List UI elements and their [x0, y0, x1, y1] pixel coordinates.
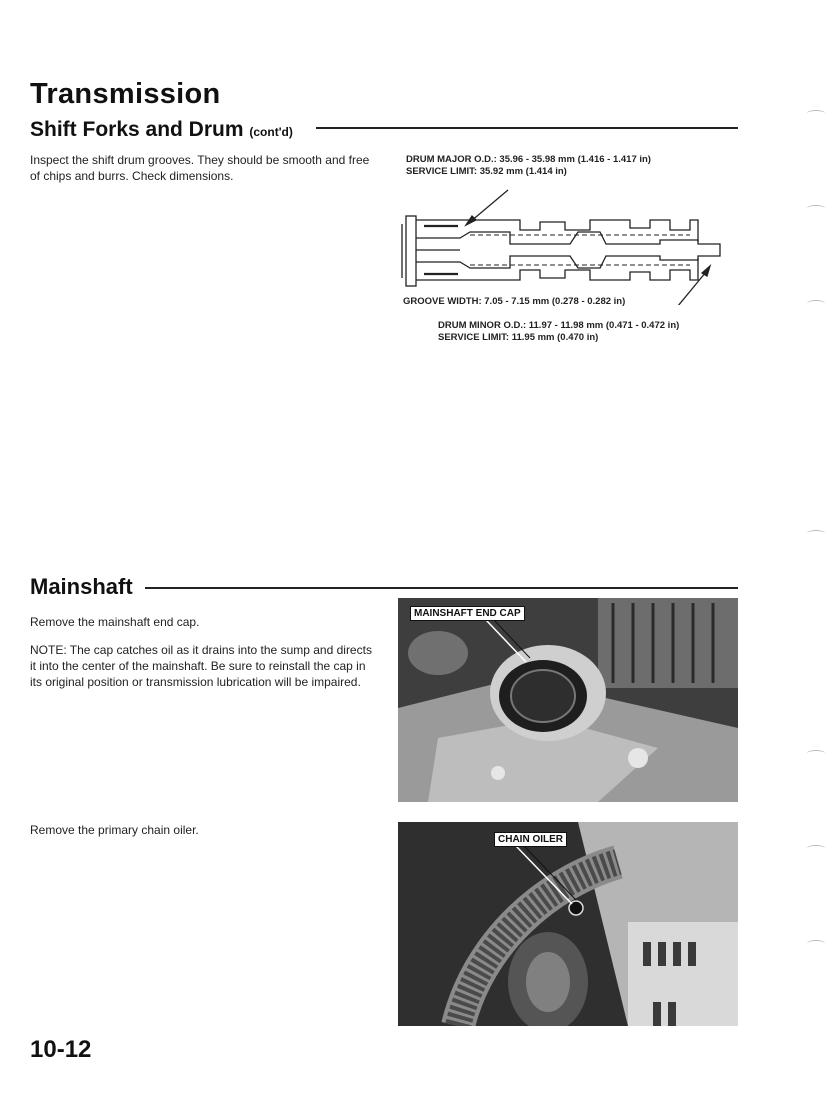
section-title-mainshaft: Mainshaft [30, 574, 133, 599]
mainshaft-end-cap-callout: MAINSHAFT END CAP [410, 606, 525, 621]
shift-drum-diagram [400, 180, 730, 305]
page-number: 10-12 [30, 1036, 92, 1063]
mainshaft-step-remove-cap: Remove the mainshaft end cap. [30, 615, 200, 629]
edge-mark [807, 300, 825, 307]
edge-mark [807, 110, 825, 117]
mainshaft-end-cap-photo [398, 598, 738, 802]
section-title-suffix: (cont'd) [249, 125, 293, 139]
mainshaft-step-remove-oiler: Remove the primary chain oiler. [30, 823, 199, 837]
section-rule [316, 127, 738, 129]
chain-oiler-photo [398, 822, 738, 1026]
major-od-leader [470, 190, 508, 222]
chain-oiler-callout: CHAIN OILER [494, 832, 567, 847]
section-title-shift-forks [30, 118, 293, 142]
minor-od-leader [668, 272, 706, 305]
drum-major-od: DRUM MAJOR O.D.: 35.96 - 35.98 mm (1.416 - 1.417 in) [406, 154, 651, 165]
edge-mark [807, 940, 825, 947]
chain-oiler-photo-drawing [398, 822, 738, 1026]
drum-minor-od: DRUM MINOR O.D.: 11.97 - 11.98 mm (0.471 - 0.472 in) [438, 320, 680, 331]
edge-mark [807, 530, 825, 537]
shift-drum-instruction: Inspect the shift drum grooves. They should be smooth and free of chips and burrs. Check dimensions. [30, 153, 370, 183]
groove-width: GROOVE WIDTH: 7.05 - 7.15 mm (0.278 - 0.282 in) [403, 296, 626, 307]
drum-minor-service-limit: SERVICE LIMIT: 11.95 mm (0.470 in) [438, 332, 599, 343]
page-title: Transmission [30, 78, 221, 110]
end-cap-photo-drawing [398, 598, 738, 802]
edge-mark [807, 845, 825, 852]
section-title-text: Shift Forks and Drum [30, 118, 244, 141]
mainshaft-note: NOTE: The cap catches oil as it drains into the sump and directs it into the center of the mainshaft. Be sure to reinstall the cap in its original position or transmission lubrication will be impaired. [30, 643, 372, 689]
edge-mark [807, 750, 825, 757]
drum-major-service-limit: SERVICE LIMIT: 35.92 mm (1.414 in) [406, 166, 567, 177]
edge-mark [807, 205, 825, 212]
mainshaft-rule [145, 587, 738, 589]
